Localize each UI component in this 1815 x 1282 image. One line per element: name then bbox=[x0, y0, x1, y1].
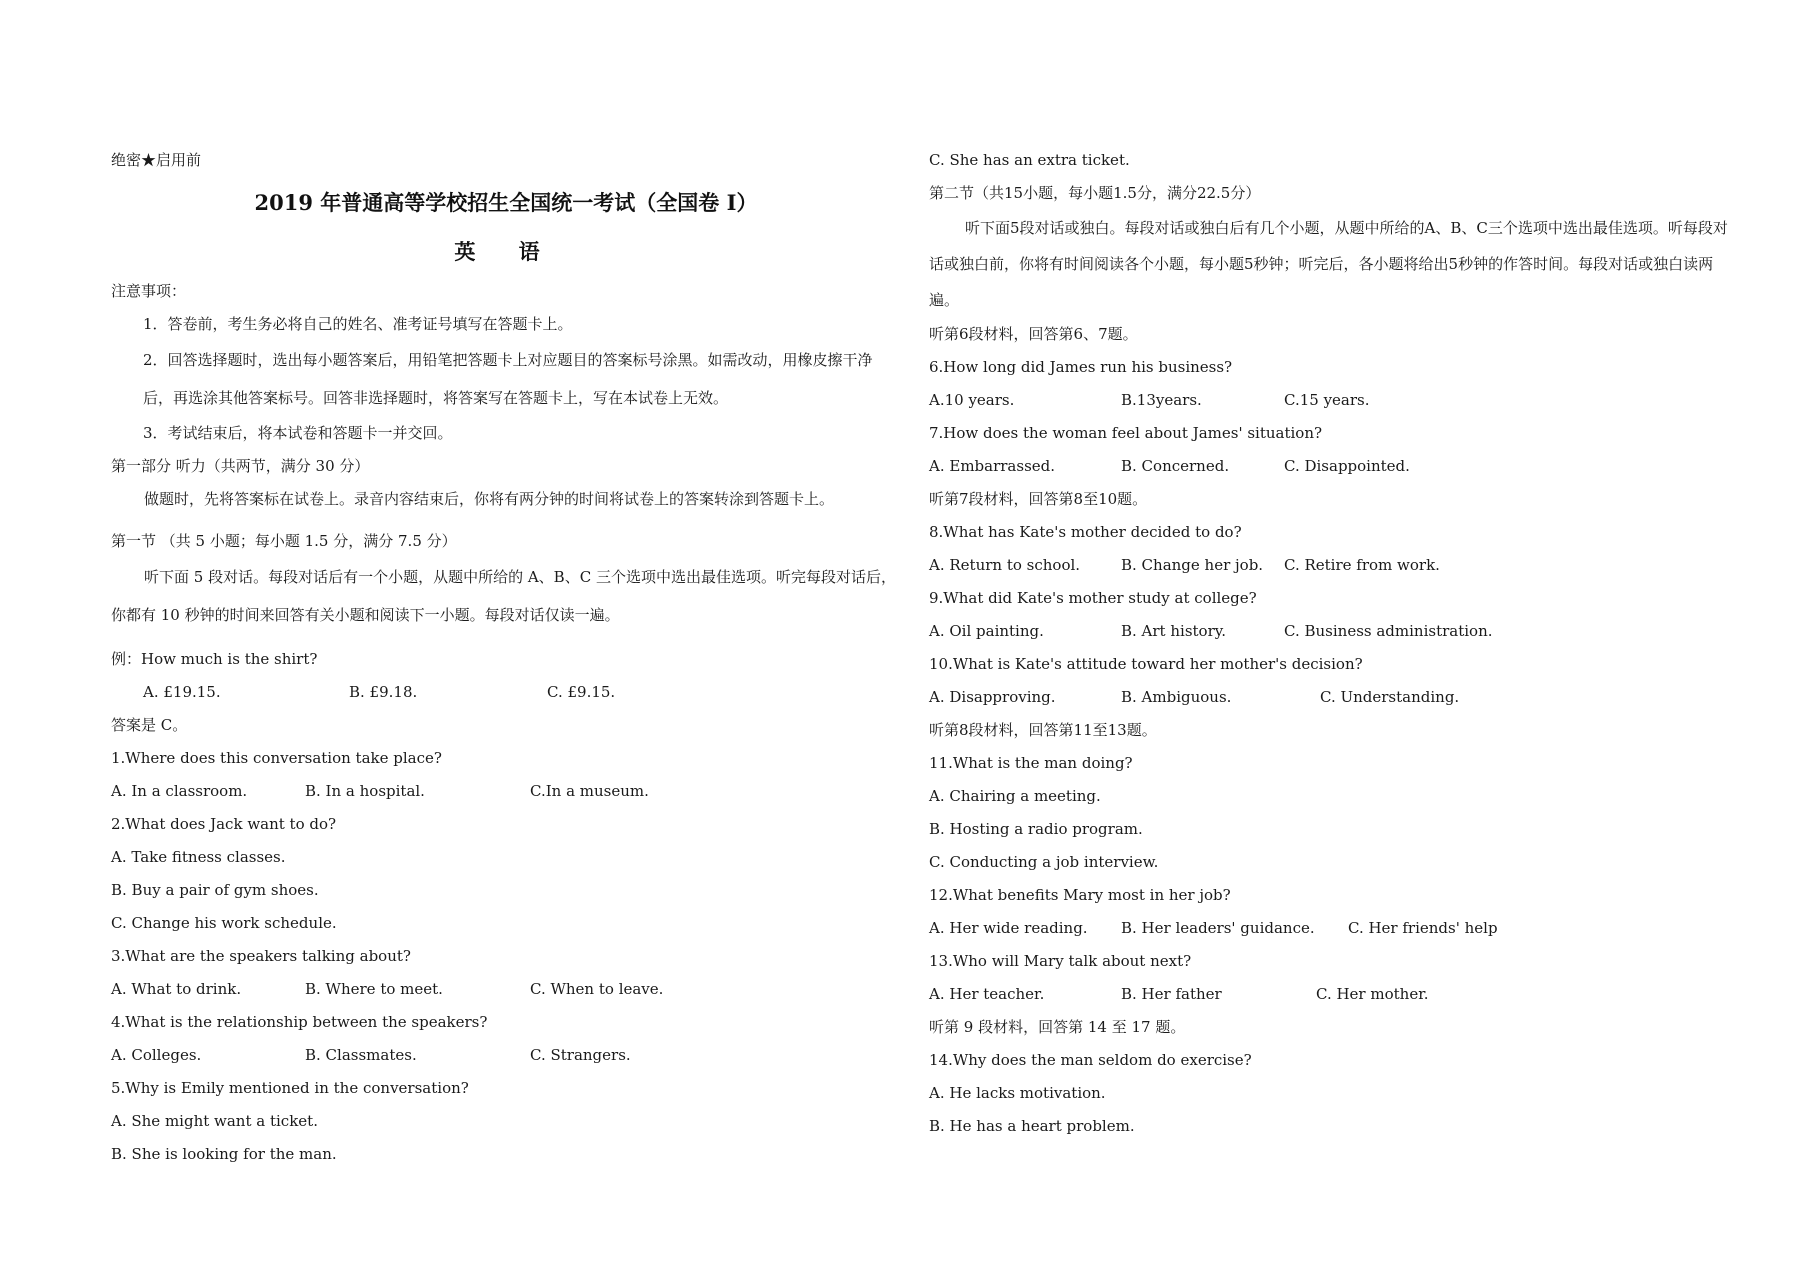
section2-instruction bbox=[929, 210, 1729, 318]
question-1-option-c: C.In a museum. bbox=[530, 782, 649, 800]
part1-instruction: 做题时，先将答案标在试卷上。录音内容结束后，你将有两分钟的时间将试卷上的答案转涂到答题卡上。 bbox=[144, 490, 835, 508]
question-7-option-c: C. Disappointed. bbox=[1284, 457, 1410, 475]
question-12-option-b: B. Her leaders' guidance. bbox=[1121, 919, 1315, 937]
question-4-option-a: A. Colleges. bbox=[111, 1046, 202, 1064]
part1-heading: 第一部分 听力（共两节，满分 30 分） bbox=[111, 457, 370, 475]
right-column bbox=[929, 144, 1729, 1143]
question-7-options bbox=[929, 450, 1729, 483]
question-10-options bbox=[929, 681, 1729, 714]
example-question: 例：How much is the shirt? bbox=[111, 650, 318, 668]
material-8-heading: 听第8段材料，回答第11至13题。 bbox=[929, 721, 1157, 739]
question-2-stem: 2.What does Jack want to do? bbox=[111, 815, 337, 833]
left-column bbox=[111, 144, 901, 1171]
example-option-a: A. £19.15. bbox=[143, 683, 221, 701]
question-12-options bbox=[929, 912, 1729, 945]
question-5-option-b: B. She is looking for the man. bbox=[111, 1145, 337, 1163]
section1-heading: 第一节 （共 5 小题；每小题 1.5 分，满分 7.5 分） bbox=[111, 532, 457, 550]
notes-heading: 注意事项： bbox=[111, 282, 187, 300]
question-10-option-a: A. Disapproving. bbox=[929, 688, 1056, 706]
example-option-c: C. £9.15. bbox=[547, 683, 616, 701]
question-7-option-a: A. Embarrassed. bbox=[929, 457, 1056, 475]
question-14-option-a: A. He lacks motivation. bbox=[929, 1084, 1106, 1102]
question-5-option-c: C. She has an extra ticket. bbox=[929, 151, 1130, 169]
question-9-stem: 9.What did Kate's mother study at college? bbox=[929, 589, 1257, 607]
question-12-stem: 12.What benefits Mary most in her job? bbox=[929, 886, 1231, 904]
question-13-options bbox=[929, 978, 1729, 1011]
question-13-stem: 13.Who will Mary talk about next? bbox=[929, 952, 1192, 970]
question-6-stem: 6.How long did James run his business? bbox=[929, 358, 1233, 376]
question-3-option-a: A. What to drink. bbox=[111, 980, 242, 998]
question-1-option-a: A. In a classroom. bbox=[111, 782, 248, 800]
question-9-option-b: B. Art history. bbox=[1121, 622, 1226, 640]
question-3-options bbox=[111, 973, 901, 1006]
question-8-option-a: A. Return to school. bbox=[929, 556, 1081, 574]
secret-mark: 绝密★启用前 bbox=[111, 151, 202, 169]
question-6-option-b: B.13years. bbox=[1121, 391, 1202, 409]
question-9-options bbox=[929, 615, 1729, 648]
question-2-option-b: B. Buy a pair of gym shoes. bbox=[111, 881, 319, 899]
question-1-option-b: B. In a hospital. bbox=[305, 782, 425, 800]
question-11-option-c: C. Conducting a job interview. bbox=[929, 853, 1159, 871]
section2-instruction-text: 听下面5段对话或独白。每段对话或独白后有几个小题，从题中所给的A、B、C三个选项中选出最佳选项。听每段对话或独白前，你将有时间阅读各个小题，每小题5秒钟；听完后，各小题将给出5秒钟的作答时间。每段对话或独白读两遍。 bbox=[929, 219, 1728, 309]
question-13-option-a: A. Her teacher. bbox=[929, 985, 1045, 1003]
question-4-option-b: B. Classmates. bbox=[305, 1046, 417, 1064]
question-6-options bbox=[929, 384, 1729, 417]
section1-instruction-text: 听下面 5 段对话。每段对话后有一个小题，从题中所给的 A、B、C 三个选项中选出最佳选项。听完每段对话后，你都有 10 秒钟的时间来回答有关小题和阅读下一小题。每段对话仅读一遍。 bbox=[111, 568, 896, 624]
note-item-1: 1．答卷前，考生务必将自己的姓名、准考证号填写在答题卡上。 bbox=[143, 315, 573, 333]
question-7-stem: 7.How does the woman feel about James' situation? bbox=[929, 424, 1323, 442]
question-9-option-a: A. Oil painting. bbox=[929, 622, 1044, 640]
subject-title: 英 语 bbox=[454, 239, 558, 264]
note-item-2 bbox=[111, 341, 901, 417]
section1-instruction bbox=[111, 558, 901, 634]
question-13-option-c: C. Her mother. bbox=[1316, 985, 1429, 1003]
question-5-option-a: A. She might want a ticket. bbox=[111, 1112, 318, 1130]
example-answer: 答案是 C。 bbox=[111, 716, 188, 734]
exam-title: 2019 年普通高等学校招生全国统一考试（全国卷 I） bbox=[254, 190, 758, 215]
question-2-option-c: C. Change his work schedule. bbox=[111, 914, 337, 932]
question-14-option-b: B. He has a heart problem. bbox=[929, 1117, 1135, 1135]
question-4-options bbox=[111, 1039, 901, 1072]
question-5-stem: 5.Why is Emily mentioned in the conversation? bbox=[111, 1079, 469, 1097]
question-8-options bbox=[929, 549, 1729, 582]
question-3-option-b: B. Where to meet. bbox=[305, 980, 443, 998]
question-12-option-c: C. Her friends' help bbox=[1348, 919, 1498, 937]
question-13-option-b: B. Her father bbox=[1121, 985, 1222, 1003]
question-10-option-b: B. Ambiguous. bbox=[1121, 688, 1232, 706]
question-8-stem: 8.What has Kate's mother decided to do? bbox=[929, 523, 1242, 541]
material-6-heading: 听第6段材料，回答第6、7题。 bbox=[929, 325, 1138, 343]
question-6-option-a: A.10 years. bbox=[929, 391, 1015, 409]
question-4-option-c: C. Strangers. bbox=[530, 1046, 631, 1064]
question-9-option-c: C. Business administration. bbox=[1284, 622, 1493, 640]
material-7-heading: 听第7段材料，回答第8至10题。 bbox=[929, 490, 1148, 508]
question-11-stem: 11.What is the man doing? bbox=[929, 754, 1133, 772]
question-12-option-a: A. Her wide reading. bbox=[929, 919, 1088, 937]
question-1-stem: 1.Where does this conversation take place? bbox=[111, 749, 442, 767]
question-2-option-a: A. Take fitness classes. bbox=[111, 848, 286, 866]
question-8-option-c: C. Retire from work. bbox=[1284, 556, 1440, 574]
example-options bbox=[111, 676, 901, 709]
question-11-option-b: B. Hosting a radio program. bbox=[929, 820, 1143, 838]
question-8-option-b: B. Change her job. bbox=[1121, 556, 1264, 574]
question-4-stem: 4.What is the relationship between the speakers? bbox=[111, 1013, 488, 1031]
example-option-b: B. £9.18. bbox=[349, 683, 418, 701]
question-11-option-a: A. Chairing a meeting. bbox=[929, 787, 1101, 805]
question-14-stem: 14.Why does the man seldom do exercise? bbox=[929, 1051, 1252, 1069]
section2-heading: 第二节（共15小题，每小题1.5分，满分22.5分） bbox=[929, 184, 1261, 202]
question-10-stem: 10.What is Kate's attitude toward her mother's decision? bbox=[929, 655, 1363, 673]
question-1-options bbox=[111, 775, 901, 808]
question-3-option-c: C. When to leave. bbox=[530, 980, 664, 998]
question-10-option-c: C. Understanding. bbox=[1320, 688, 1460, 706]
material-9-heading: 听第 9 段材料，回答第 14 至 17 题。 bbox=[929, 1018, 1186, 1036]
question-6-option-c: C.15 years. bbox=[1284, 391, 1370, 409]
note-item-3: 3．考试结束后，将本试卷和答题卡一并交回。 bbox=[143, 424, 453, 442]
question-7-option-b: B. Concerned. bbox=[1121, 457, 1230, 475]
note-item-2-text: 2．回答选择题时，选出每小题答案后，用铅笔把答题卡上对应题目的答案标号涂黑。如需改动，用橡皮擦干净后，再选涂其他答案标号。回答非选择题时，将答案写在答题卡上，写在本试卷上无效。 bbox=[143, 351, 873, 407]
question-3-stem: 3.What are the speakers talking about? bbox=[111, 947, 411, 965]
